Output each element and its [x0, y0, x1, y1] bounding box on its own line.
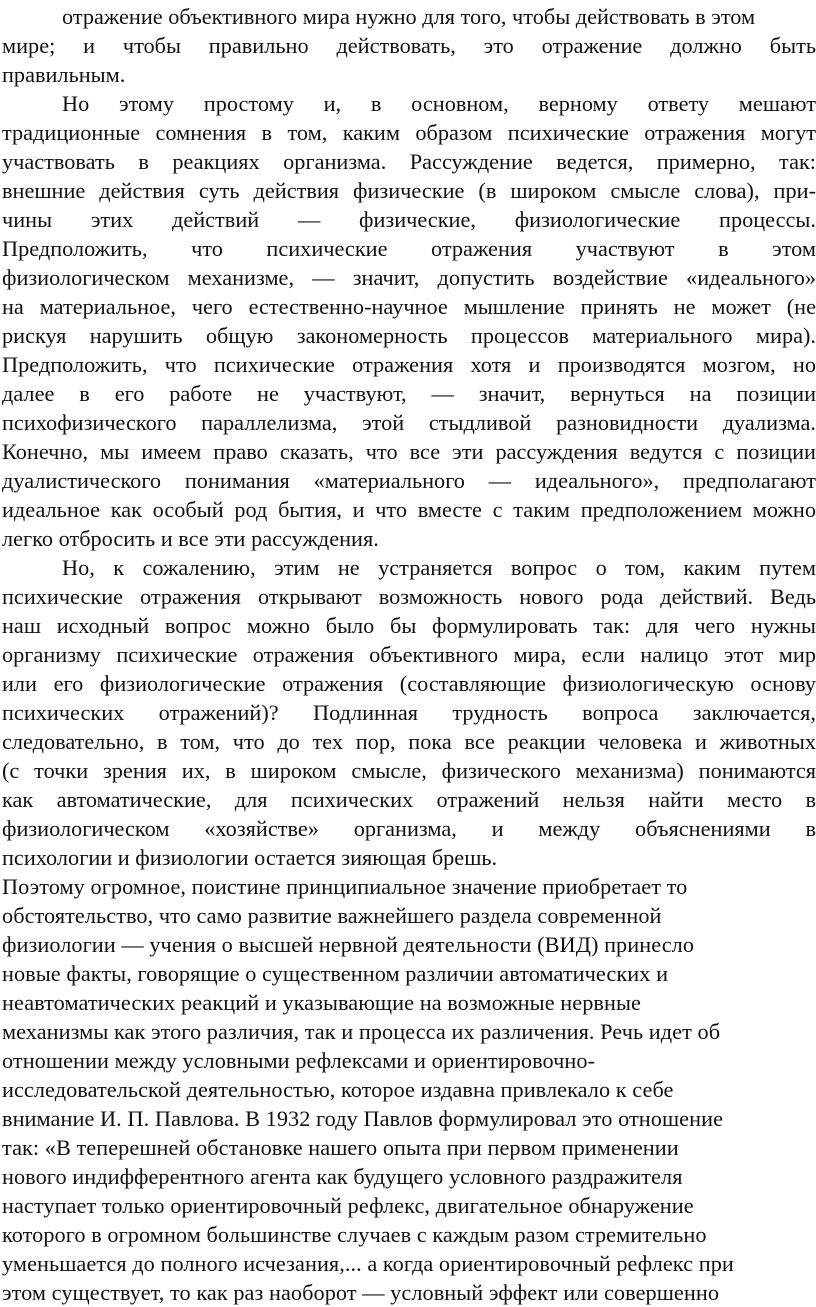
- text-line: Поэтому огромное, поистине принципиальное значение приобретает то: [2, 874, 688, 899]
- paragraph-3: [0, 553, 816, 872]
- paragraph-1: [0, 2, 816, 89]
- text-line: отражение объективного мира нужно для того, чтобы действовать в этом: [62, 4, 756, 29]
- text-line: которого в огромном большинстве случаев с каждым разом стремительно: [2, 1222, 707, 1247]
- text-line: участвовать в реакциях организма. Рассуждение ведется, примерно, так:: [2, 149, 816, 174]
- text-line: легко отбросить и все эти рассуждения.: [2, 526, 379, 551]
- text-line: физиологическом «хозяйстве» организма, и между объяснениями в: [2, 816, 816, 841]
- paragraph-2: [0, 89, 816, 553]
- text-line: Предположить, что психические отражения участвуют в этом: [2, 236, 816, 261]
- text-line: традиционные сомнения в том, каким образом психические отражения могут: [2, 120, 816, 145]
- paragraph-4: [0, 872, 816, 1307]
- text-line: на материальное, чего естественно-научное мышление принять не может (не: [2, 294, 816, 319]
- text-line: организму психические отражения объективного мира, если налицо этот мир: [2, 642, 816, 667]
- text-line: внимание И. П. Павлова. В 1932 году Павлов формулировал это отношение: [2, 1106, 724, 1131]
- text-line: физиологии — учения о высшей нервной деятельности (ВИД) принесло: [2, 932, 695, 957]
- text-line: психических отражений)? Подлинная трудность вопроса заключается,: [2, 700, 816, 725]
- text-line: уменьшается до полного исчезания,... а когда ориентировочный рефлекс при: [2, 1251, 734, 1276]
- text-line: отношении между условными рефлексами и ориентировочно-: [2, 1048, 596, 1073]
- text-line: этом существует, то как раз наоборот — условный эффект или совершенно: [2, 1280, 720, 1305]
- text-line: психофизического параллелизма, этой стыдливой разновидности дуализма.: [2, 410, 816, 435]
- text-line: мире; и чтобы правильно действовать, это отражение должно быть: [2, 33, 816, 58]
- text-line: Конечно, мы имеем право сказать, что все эти рассуждения ведутся с позиции: [2, 439, 816, 464]
- text-line: психические отражения открывают возможность нового рода действий. Ведь: [2, 584, 816, 609]
- text-line: или его физиологические отражения (составляющие физиологическую основу: [2, 671, 816, 696]
- text-line: нового индифферентного агента как будущего условного раздражителя: [2, 1164, 683, 1189]
- text-line: Но, к сожалению, этим не устраняется вопрос о том, каким путем: [62, 555, 816, 580]
- text-line: как автоматические, для психических отражений нельзя найти место в: [2, 787, 816, 812]
- text-line: (с точки зрения их, в широком смысле, физического механизма) понимаются: [2, 758, 816, 783]
- text-line: идеальное как особый род бытия, и что вместе с таким предположением можно: [2, 497, 816, 522]
- text-line: неавтоматических реакций и указывающие на возможные нервные: [2, 990, 641, 1015]
- text-line: новые факты, говорящие о существенном различии автоматических и: [2, 961, 669, 986]
- text-line: наш исходный вопрос можно было бы формулировать так: для чего нужны: [2, 613, 816, 638]
- text-line: следовательно, в том, что до тех пор, пока все реакции человека и животных: [2, 729, 816, 754]
- text-line: чины этих действий — физические, физиологические процессы.: [2, 207, 816, 232]
- text-line: исследовательской деятельностью, которое издавна привлекало к себе: [2, 1077, 674, 1102]
- text-line: далее в его работе не участвуют, — значит, вернуться на позиции: [2, 381, 816, 406]
- text-line: правильным.: [2, 62, 126, 87]
- text-line: психологии и физиологии остается зияющая брешь.: [2, 845, 498, 870]
- text-line: Но этому простому и, в основном, верному ответу мешают: [62, 91, 816, 116]
- text-line: механизмы как этого различия, так и процесса их различения. Речь идет об: [2, 1019, 721, 1044]
- text-line: дуалистического понимания «материального — идеального», предполагают: [2, 468, 816, 493]
- text-line: физиологическом механизме, — значит, допустить воздействие «идеального»: [2, 265, 816, 290]
- text-line: рискуя нарушить общую закономерность процессов материального мира).: [2, 323, 816, 348]
- text-line: внешние действия суть действия физические (в широком смысле слова), при-: [2, 178, 816, 203]
- text-line: обстоятельство, что само развитие важнейшего раздела современной: [2, 903, 662, 928]
- text-line: наступает только ориентировочный рефлекс, двигательное обнаружение: [2, 1193, 694, 1218]
- text-line: Предположить, что психические отражения хотя и производятся мозгом, но: [2, 352, 816, 377]
- text-line: так: «В теперешней обстановке нашего опыта при первом применении: [2, 1135, 679, 1160]
